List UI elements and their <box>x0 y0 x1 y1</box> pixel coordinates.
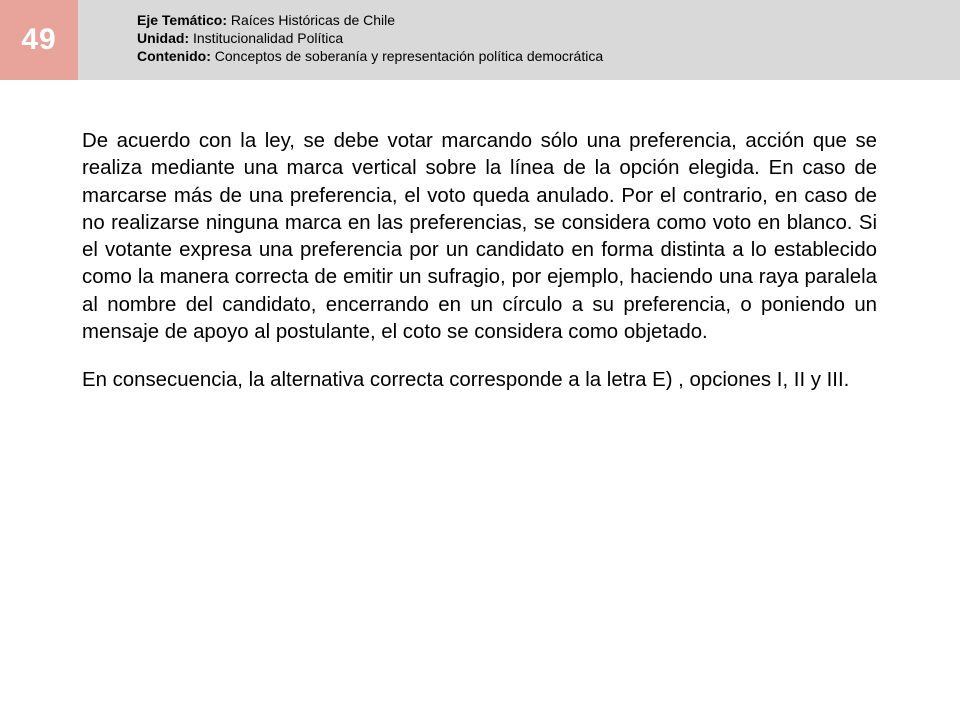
header-bar <box>0 0 960 80</box>
eje-tematico-line <box>137 11 603 29</box>
answer-paragraph: En consecuencia, la alternativa correcta corresponde a la letra E) , opciones I, II y III. <box>82 369 850 392</box>
main-content <box>82 128 877 395</box>
contenido-line <box>137 47 603 65</box>
slide-number: 49 <box>21 23 57 56</box>
unidad-line <box>137 29 603 47</box>
eje-tematico-label: Eje Temático: <box>137 12 227 28</box>
unidad-label: Unidad: <box>137 30 190 46</box>
contenido-value: Conceptos de soberanía y representación política democrática <box>214 48 604 64</box>
unidad-value: Institucionalidad Política <box>193 30 344 46</box>
header-info <box>137 11 603 65</box>
contenido-label: Contenido: <box>137 48 211 64</box>
eje-tematico-value: Raíces Históricas de Chile <box>230 12 396 28</box>
slide-number-badge <box>0 0 78 80</box>
explanation-paragraph: De acuerdo con la ley, se debe votar marcando sólo una preferencia, acción que se realiza mediante una marca vertical sobre la línea de la opción elegida. En caso de marcarse más de una preferencia, el voto queda anulado. Por el contrario, en caso de no realizarse ninguna marca en las preferencias, se considera como voto en blanco. Si el votante expresa una preferencia por un candidato en forma distinta a lo establecido como la manera correcta de emitir un sufragio, por ejemplo, haciendo una raya paralela al nombre del candidato, encerrando en un círculo a su preferencia, o poniendo un mensaje de apoyo al postulante, el coto se considera como objetado. <box>82 130 877 344</box>
